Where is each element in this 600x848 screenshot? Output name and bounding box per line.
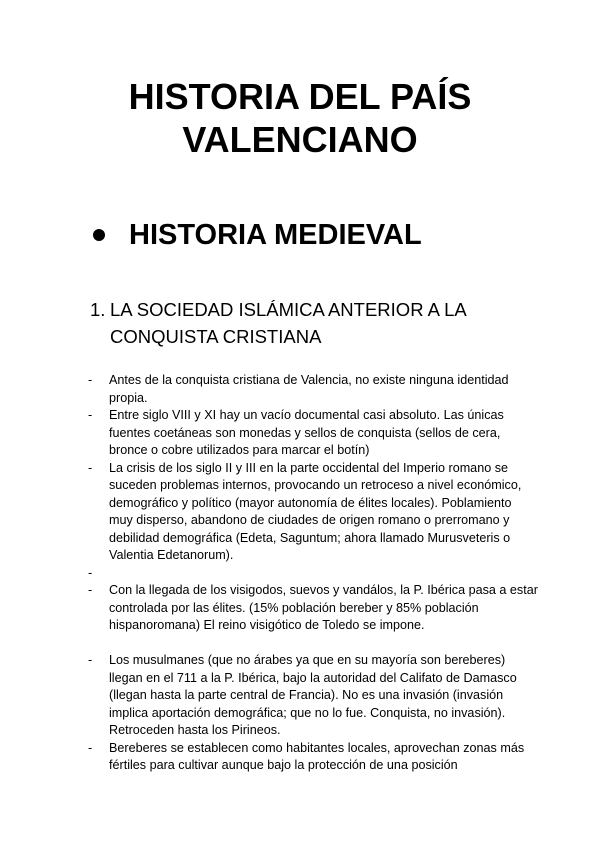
list-item: [88, 460, 538, 565]
dash-marker: -: [88, 565, 93, 580]
section-heading: [86, 215, 422, 255]
title-line-1: HISTORIA DEL PAÍS: [128, 76, 472, 117]
dash-marker: -: [88, 583, 93, 597]
list-item-text: Bereberes se establecen como habitantes locales, aprovechan zonas más fértiles para cultivar aunque bajo la protección de una posición: [109, 740, 525, 772]
subsection-title: LA SOCIEDAD ISLÁMICA ANTERIOR A LA CONQUISTA CRISTIANA: [110, 299, 466, 347]
dash-marker: -: [88, 408, 93, 422]
list-item-text: Con la llegada de los visigodos, suevos y vandálos, la P. Ibérica pasa a estar controlada por las élites. (15% población bereber y 85% población hispanoromana) El reino visigótico de Toledo se impone.: [109, 583, 538, 632]
dash-marker: -: [88, 740, 93, 755]
document-title: [0, 75, 600, 161]
list-item: [88, 582, 538, 635]
title-line-2: VALENCIANO: [182, 119, 418, 160]
list-item: [88, 652, 538, 740]
dash-marker: -: [88, 373, 93, 387]
bullet-icon: [93, 229, 105, 241]
list-item-text: [109, 565, 538, 583]
list-item: [88, 372, 538, 407]
list-item-text: Los musulmanes (que no árabes ya que en su mayoría son bereberes) llegan en el 711 a la P. Ibérica, bajo la autoridad del Califato de Damasco (llegan hasta la parte central de Francia). No es una invasión (invasión implica aportación demográfica; que no lo fue. Conquista, no invasión). Retroceden hasta los Pirineos.: [109, 653, 517, 737]
dash-marker: -: [88, 460, 93, 475]
subsection-heading: [90, 296, 530, 350]
section-heading-text: HISTORIA MEDIEVAL: [129, 219, 422, 251]
list-item: [88, 740, 538, 775]
dash-marker: -: [88, 653, 93, 667]
list-item-text: La crisis de los siglo II y III en la parte occidental del Imperio romano se suceden problemas internos, provocando un retroceso a nivel económico, demográfico y político (mayor autonomía de élites locales). Poblamiento muy disperso, abandono de ciudades de origen romano o prerromano y debilidad demográfica (Edeta, Saguntum; ahora llamado Murusveteris o Valentia Edetanorum).: [109, 460, 522, 562]
list-item-text: Antes de la conquista cristiana de Valencia, no existe ninguna identidad propia.: [109, 373, 509, 405]
list-item-text: Entre siglo VIII y XI hay un vacío documental casi absoluto. Las únicas fuentes coetáneas son monedas y sellos de conquista (sellos de cera, bronce o cobre utilizados para marcar el botín): [109, 408, 504, 457]
list-item: [88, 407, 538, 460]
list-item-empty: [88, 565, 538, 583]
subsection-number: 1.: [90, 299, 106, 320]
bullet-list: [88, 372, 538, 775]
